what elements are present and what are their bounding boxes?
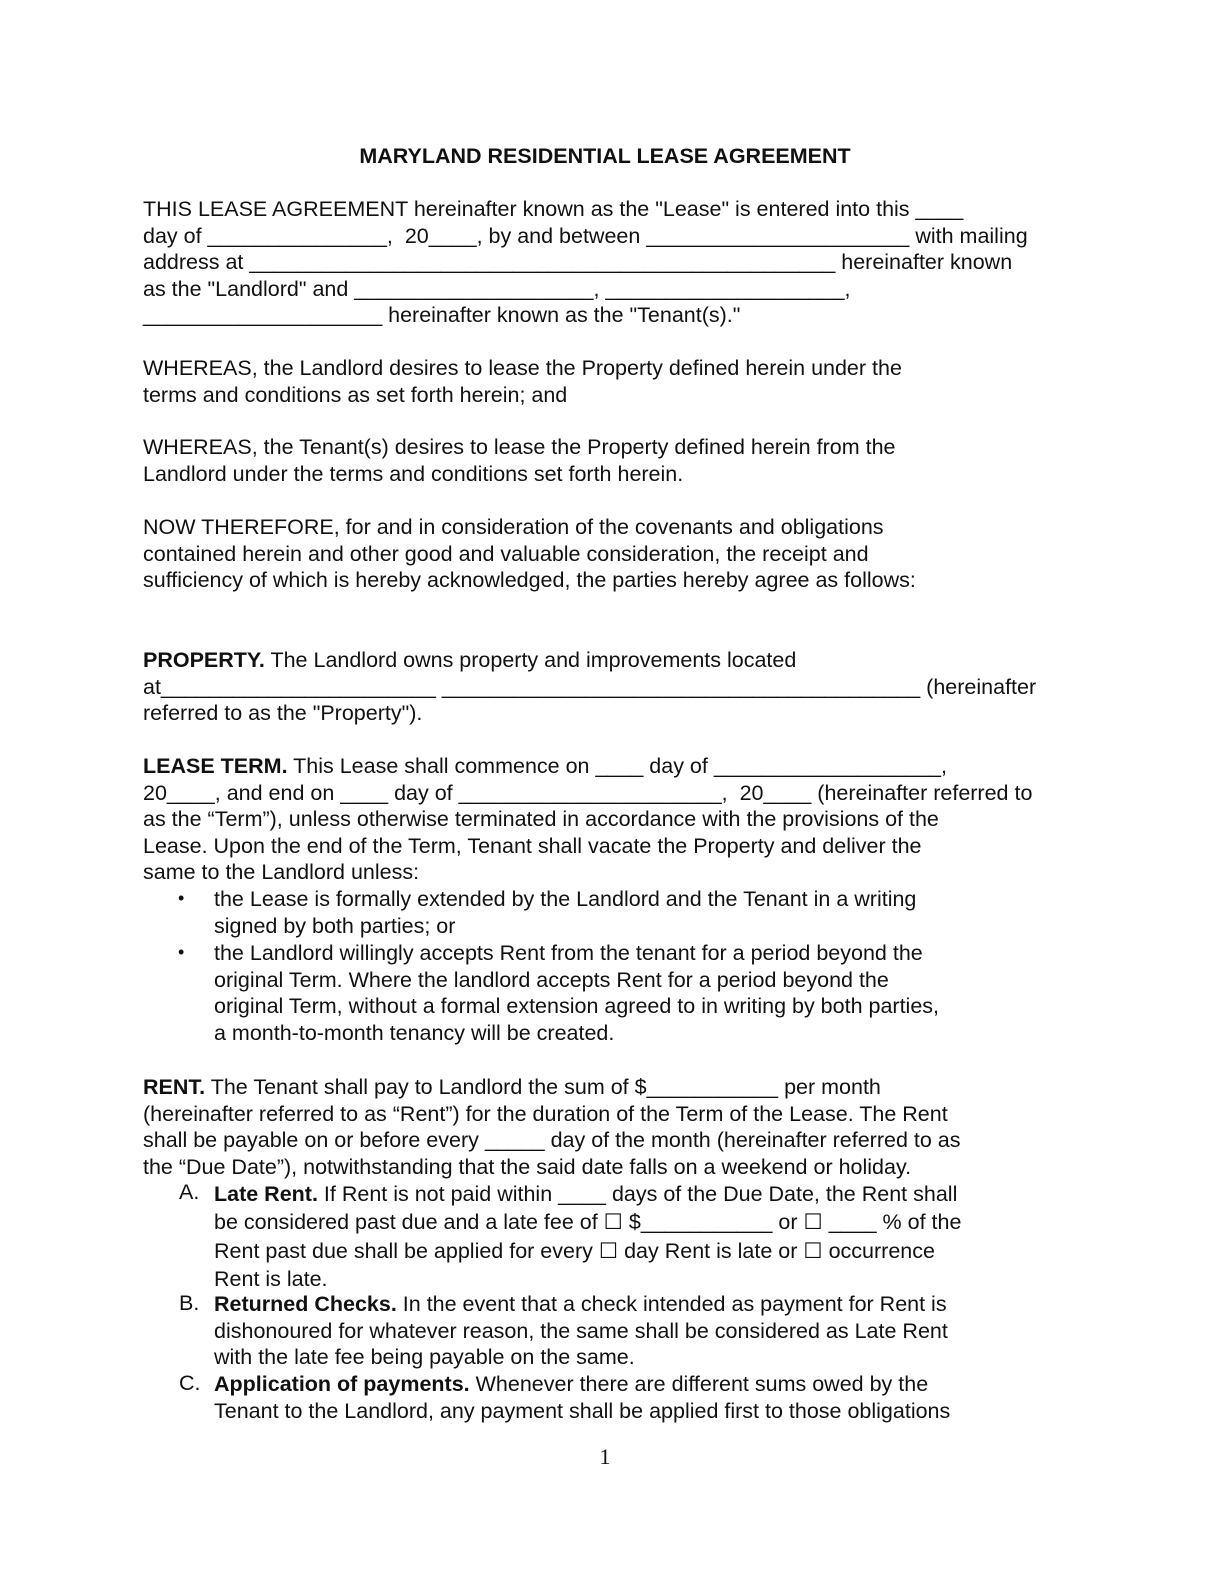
text-line: NOW THEREFORE, for and in consideration of the covenants and obligations <box>143 515 884 539</box>
text-line: day of _______________, 20____, by and between ______________________ with mailing <box>143 223 1028 248</box>
text-line: referred to as the "Property"). <box>143 701 423 726</box>
bullet-item <box>214 940 1084 1046</box>
item-heading: Application of payments. <box>214 1372 470 1396</box>
late-rent-item <box>214 1180 1084 1294</box>
text-line: Late Rent. If Rent is not paid within ____ days of the Due Date, the Rent shall <box>214 1182 958 1206</box>
text-line: same to the Landlord unless: <box>143 860 420 885</box>
returned-checks-item <box>214 1291 1084 1371</box>
bullet-marker: • <box>178 942 185 962</box>
rent-section <box>143 1074 1083 1180</box>
list-marker: B. <box>179 1291 200 1315</box>
text-line: terms and conditions as set forth herein; and <box>143 382 568 407</box>
text-line: Returned Checks. In the event that a check intended as payment for Rent is <box>214 1292 947 1316</box>
section-heading: LEASE TERM. <box>143 754 288 778</box>
bullet-item <box>214 886 1084 939</box>
text-line: a month-to-month tenancy will be created. <box>214 1020 615 1045</box>
text-line: at_______________________ ________________________________________ (hereinafter <box>143 674 1037 699</box>
intro-paragraph <box>143 196 1083 329</box>
application-of-payments-item <box>214 1371 1084 1424</box>
text-line: the “Due Date”), notwithstanding that the said date falls on a weekend or holiday. <box>143 1154 912 1179</box>
lease-term-section <box>143 753 1083 886</box>
section-heading: RENT. <box>143 1075 206 1099</box>
text-line: signed by both parties; or <box>214 913 456 938</box>
list-marker: A. <box>179 1180 200 1204</box>
text-line: as the "Landlord" and ____________________, ____________________, <box>143 276 851 301</box>
text-line: be considered past due and a late fee of ☐ $___________ or ☐ ____ % of the <box>214 1210 962 1235</box>
text-line: LEASE TERM. This Lease shall commence on ____ day of ___________________, <box>143 754 947 778</box>
list-marker: C. <box>179 1371 201 1395</box>
text-line: RENT. The Tenant shall pay to Landlord the sum of $___________ per month <box>143 1075 881 1099</box>
text-line: PROPERTY. The Landlord owns property and improvements located <box>143 648 797 672</box>
text-line: THIS LEASE AGREEMENT hereinafter known as the "Lease" is entered into this ____ <box>143 197 964 221</box>
text-line: Application of payments. Whenever there are different sums owed by the <box>214 1372 929 1396</box>
page-number: 1 <box>599 1444 611 1469</box>
text-line: dishonoured for whatever reason, the same shall be considered as Late Rent <box>214 1318 948 1343</box>
item-heading: Returned Checks. <box>214 1292 397 1316</box>
whereas-landlord-paragraph <box>143 355 1083 408</box>
text-line: shall be payable on or before every _____ day of the month (hereinafter referred to as <box>143 1128 961 1153</box>
whereas-tenant-paragraph <box>143 434 1083 487</box>
property-section <box>143 647 1083 727</box>
document-title: MARYLAND RESIDENTIAL LEASE AGREEMENT <box>359 144 851 168</box>
bullet-marker: • <box>178 888 185 908</box>
now-therefore-paragraph <box>143 514 1083 594</box>
text-line: WHEREAS, the Tenant(s) desires to lease the Property defined herein from the <box>143 435 896 459</box>
text-line: address at _________________________________________________ hereinafter known <box>143 250 1013 275</box>
text-line: with the late fee being payable on the same. <box>214 1345 635 1370</box>
text-line: WHEREAS, the Landlord desires to lease the Property defined herein under the <box>143 356 902 380</box>
text-line: Rent past due shall be applied for every ☐ day Rent is late or ☐ occurrence <box>214 1238 935 1263</box>
text-line: 20____, and end on ____ day of ______________________, 20____ (hereinafter referred to <box>143 780 1033 805</box>
text-line: sufficiency of which is hereby acknowledged, the parties hereby agree as follows: <box>143 568 916 593</box>
section-heading: PROPERTY. <box>143 648 265 672</box>
text-line: contained herein and other good and valuable consideration, the receipt and <box>143 541 869 566</box>
text-line: Lease. Upon the end of the Term, Tenant shall vacate the Property and deliver the <box>143 833 922 858</box>
text-line: the Lease is formally extended by the Landlord and the Tenant in a writing <box>214 887 917 911</box>
text-line: original Term. Where the landlord accepts Rent for a period beyond the <box>214 967 889 992</box>
text-line: original Term, without a formal extension agreed to in writing by both parties, <box>214 994 940 1019</box>
text-line: as the “Term”), unless otherwise terminated in accordance with the provisions of the <box>143 807 939 832</box>
text-line: Tenant to the Landlord, any payment shall be applied first to those obligations <box>214 1398 951 1423</box>
text-line: the Landlord willingly accepts Rent from the tenant for a period beyond the <box>214 941 923 965</box>
text-line: ____________________ hereinafter known as the "Tenant(s)." <box>143 303 741 328</box>
text-line: Rent is late. <box>214 1267 328 1292</box>
text-line: Landlord under the terms and conditions set forth herein. <box>143 461 684 486</box>
item-heading: Late Rent. <box>214 1182 318 1206</box>
text-line: (hereinafter referred to as “Rent”) for the duration of the Term of the Lease. The Rent <box>143 1101 948 1126</box>
